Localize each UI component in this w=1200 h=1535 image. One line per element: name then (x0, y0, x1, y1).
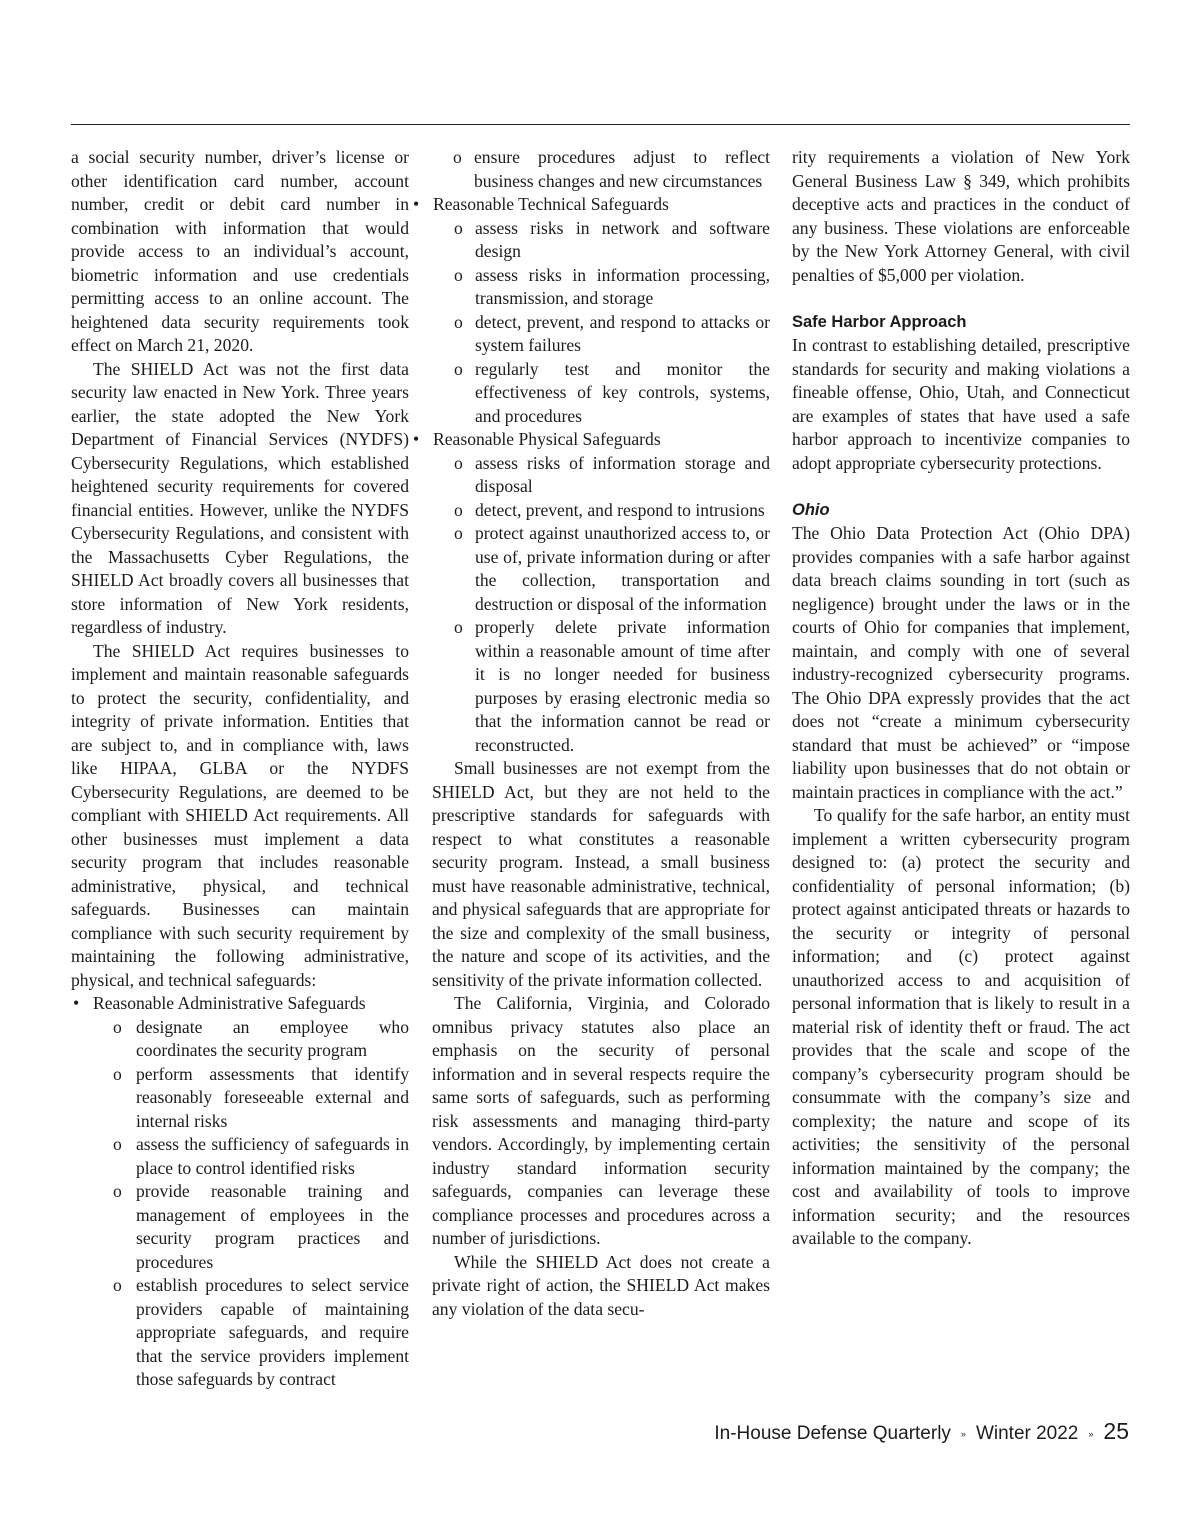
sub-list-item: o assess risks in network and software design (454, 217, 770, 261)
section-heading: Safe Harbor Approach (792, 312, 967, 331)
sub-bullet-icon: o (113, 1181, 122, 1201)
column-1 (71, 146, 409, 1392)
sub-bullet-icon: o (113, 1063, 122, 1084)
sub-list-item: o assess risks of information storage and disposal (454, 452, 770, 496)
sub-bullet-icon: o (454, 617, 463, 637)
list-item-label: Reasonable Technical Safeguards (433, 194, 669, 214)
paragraph: To qualify for the safe harbor, an entity must implement a written cybersecurity program designed to: (a) protect the security and confidentiality of personal information; (b) protect against anticipated threats or hazards to the security or integrity of personal information; and (c) protect against unauthorized access to and acquisition of personal information that is likely to result in a material risk of identity theft or fraud. The act provides that the scale and scope of the company’s cybersecurity program should be consummate with the company’s size and complexity; the nature and scope of its activities; the sensitivity of the personal information maintained by the company; the cost and availability of tools to improve information security; and the resources available to the company. (792, 805, 1130, 1248)
sub-list-item: o regularly test and monitor the effectiveness of key controls, systems, and procedures (454, 358, 770, 426)
sub-bullet-icon: o (454, 499, 463, 520)
top-rule (71, 124, 1130, 125)
list-item (411, 193, 770, 428)
issue-label: Winter 2022 (975, 1423, 1079, 1444)
paragraph: a social security number, driver’s license or other identification card number, account number, credit or debit card number in combination with information that would provide access to an individual’s account, biometric information and use credentials permitting access to an online account. The heightened data security requirements took effect on March 21, 2020. (71, 147, 409, 355)
paragraph: rity requirements a violation of New York General Business Law § 349, which prohibits deceptive acts and practices in the conduct of any business. These violations are enforceable by the New York Attorney General, with civil penalties of $5,000 per violation. (792, 147, 1130, 285)
page-number: 25 (1103, 1418, 1129, 1444)
sub-bullet-icon: o (113, 1275, 122, 1295)
subsection-heading: Ohio (792, 500, 830, 519)
sub-list-item: o assess the sufficiency of safeguards in place to control identified risks (113, 1134, 409, 1178)
column-2 (413, 146, 770, 1321)
paragraph: The SHIELD Act requires businesses to implement and maintain reasonable safeguards to protect the security, confidentiality, and integrity of private information. Entities that are subject to, and in compliance with, laws like HIPAA, GLBA or the NYDFS Cybersecurity Regulations, are deemed to be compliant with SHIELD Act requirements. All other businesses must implement a data security program that includes reasonable administrative, physical, and technical safeguards. Businesses can maintain compliance with such security requirement by maintaining the following administrative, physical, and technical safeguards: (71, 640, 409, 990)
sub-list-item: o properly delete private information within a reasonable amount of time after it is no longer needed for business purposes by erasing electronic media so that the information cannot be read or reconstructed. (454, 617, 770, 755)
bullet-icon: • (413, 429, 420, 449)
sub-bullet-icon: o (454, 452, 463, 473)
sub-bullet-icon: o (453, 147, 462, 167)
sub-bullet-icon: o (454, 264, 463, 285)
paragraph: The California, Virginia, and Colorado omnibus privacy statutes also place an emphasis on the security of personal information and in several respects require the same sorts of safeguards, such as performing risk assessments and managing third-party vendors. Accordingly, by implementing certain industry standard information security safeguards, companies can leverage these compliance processes and procedures across a number of jurisdictions. (432, 993, 770, 1248)
paragraph: The Ohio Data Protection Act (Ohio DPA) provides companies with a safe harbor against data breach claims sounding in tort (such as negligence) brought under the laws or in the courts of Ohio for companies that implement, maintain, and comply with one of several industry-recognized cybersecurity programs. The Ohio DPA expressly provides that the act does not “create a minimum cybersecurity standard that must be achieved” or “impose liability upon businesses that do not obtain or maintain practices in compliance with the act.” (792, 523, 1130, 802)
paragraph: While the SHIELD Act does not create a private right of action, the SHIELD Act makes any violation of the data secu- (432, 1251, 770, 1319)
sub-list-item: o perform assessments that identify reasonably foreseeable external and internal risks (113, 1063, 409, 1131)
sub-list-item: o ensure procedures adjust to reflect business changes and new circumstances (453, 147, 770, 191)
sub-list-item: o detect, prevent, and respond to attacks or system failures (454, 311, 770, 355)
bullet-icon: • (413, 194, 420, 214)
list-item (71, 992, 409, 1392)
sub-bullet-icon: o (454, 217, 463, 238)
bullet-icon: • (73, 993, 80, 1013)
sub-bullet-icon: o (113, 1134, 122, 1154)
publication-name: In-House Defense Quarterly (714, 1423, 951, 1444)
sub-bullet-icon: o (454, 311, 463, 332)
sub-bullet-icon: o (454, 358, 463, 379)
list-item-label: Reasonable Physical Safeguards (433, 429, 661, 449)
column-3 (792, 146, 1130, 1251)
separator-icon: » (960, 1429, 966, 1439)
sub-list-item: o establish procedures to select service providers capable of maintaining appropriate safeguards, and require that the service providers implement those safeguards by contract (113, 1275, 409, 1389)
paragraph: In contrast to establishing detailed, prescriptive standards for security and making violations a fineable offense, Ohio, Utah, and Connecticut are examples of states that have used a safe harbor approach to incentivize companies to adopt appropriate cybersecurity protections. (792, 335, 1130, 473)
sub-bullet-icon: o (113, 1016, 122, 1037)
sub-list-item: o assess risks in information processing, transmission, and storage (454, 264, 770, 308)
paragraph: Small businesses are not exempt from the SHIELD Act, but they are not held to the prescriptive standards for safeguards with respect to what constitutes a reasonable security program. Instead, a small business must have reasonable administrative, technical, and physical safeguards that are appropriate for the size and complexity of the small business, the nature and scope of its activities, and the sensitivity of the private information collected. (432, 758, 770, 990)
list-item (411, 428, 770, 757)
page-footer (714, 1418, 1129, 1445)
paragraph: The SHIELD Act was not the first data security law enacted in New York. Three years earlier, the state adopted the New York Department of Financial Services (NYDFS) Cybersecurity Regulations, which established heightened security requirements for covered financial entities. However, unlike the NYDFS Cybersecurity Regulations, and consistent with the Massachusetts Cyber Regulations, the SHIELD Act broadly covers all businesses that store information of New York residents, regardless of industry. (71, 358, 409, 637)
admin-safeguards-list (71, 992, 409, 1392)
sub-list-item: o provide reasonable training and management of employees in the security program practices and procedures (113, 1181, 409, 1272)
sub-list-item: o protect against unauthorized access to, or use of, private information during or after the collection, transportation and destruction or disposal of the information (454, 523, 770, 614)
sub-bullet-icon: o (454, 523, 463, 543)
sub-list-item: o detect, prevent, and respond to intrusions (433, 499, 770, 523)
technical-safeguards-list (411, 193, 770, 757)
sub-list-item: o designate an employee who coordinates the security program (113, 1016, 409, 1060)
separator-icon: » (1088, 1429, 1094, 1439)
safeguards-list-continued (432, 146, 770, 193)
list-item-label: Reasonable Administrative Safeguards (93, 993, 366, 1013)
